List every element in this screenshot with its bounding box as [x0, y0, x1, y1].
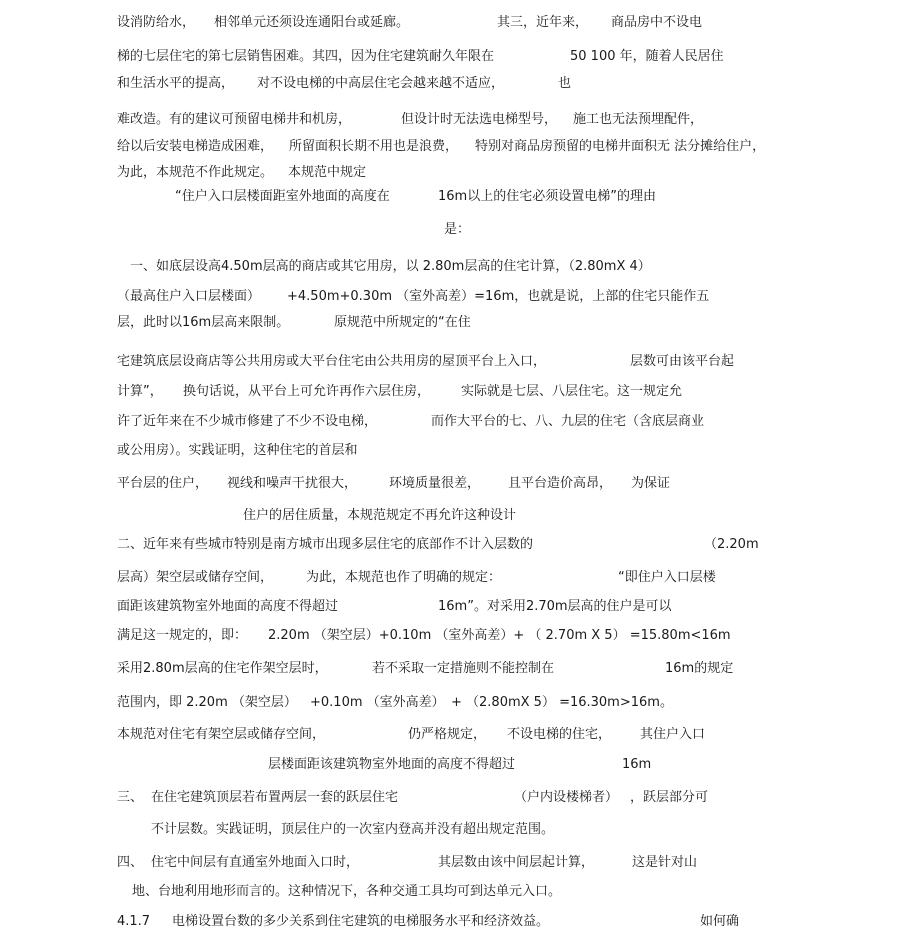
text-segment: 其层数由该中间层起计算， — [438, 855, 595, 870]
text-segment: 满足这一规定的，即： — [117, 628, 248, 643]
text-segment: + （2.80mX 5） =16.30m>16m。 — [451, 695, 673, 710]
text-segment: +0.10m （室外高差） — [310, 695, 445, 710]
text-segment: 层楼面距该建筑物室外地面的高度不得超过 — [268, 757, 516, 772]
text-segment: 梯的七层住宅的第七层销售困难。其四，因为住宅建筑耐久年限在 — [117, 49, 495, 64]
text-segment: 但设计时无法选电梯型号， — [401, 112, 558, 127]
text-segment: 原规范中所规定的“在住 — [334, 315, 471, 330]
text-segment: 采用2.80m层高的住宅作架空层时， — [117, 661, 328, 676]
text-segment: 其住户入口 — [640, 727, 706, 742]
text-segment: 16m的规定 — [665, 661, 734, 676]
text-segment: 层高）架空层或储存空间， — [117, 570, 274, 585]
text-segment: 宅建筑底层设商店等公共用房或大平台住宅由公共用房的屋顶平台上入口， — [117, 354, 547, 369]
text-segment: 是： — [444, 222, 471, 237]
text-segment: 施工也无法预埋配件， — [573, 112, 704, 127]
text-segment: “即住户入口层楼 — [618, 570, 716, 585]
text-segment: 如何确 — [700, 914, 740, 929]
text-segment: 16m”。对采用2.70m层高的住户是可以 — [438, 599, 672, 614]
text-segment: 对不设电梯的中高层住宅会越来越不适应， — [257, 76, 505, 91]
text-segment: 二、近年来有些城市特别是南方城市出现多层住宅的底部作不计入层数的 — [117, 537, 534, 552]
text-segment: 住户的居住质量，本规范规定不再允许这种设计 — [243, 508, 517, 523]
text-segment: 相邻单元还须设连通阳台或延廊。 — [214, 15, 410, 30]
text-segment: 难改造。有的建议可预留电梯井和机房， — [117, 112, 352, 127]
text-segment: 且平台造价高昂， — [508, 476, 613, 491]
text-segment: 16m以上的住宅必须设置电梯”的理由 — [438, 189, 656, 204]
text-segment: 视线和噪声干扰很大， — [227, 476, 358, 491]
text-segment: 电梯设置台数的多少关系到住宅建筑的电梯服务水平和经济效益。 — [172, 914, 550, 929]
text-segment: 本规范中规定 — [288, 165, 367, 180]
text-segment: 其三，近年来， — [497, 15, 589, 30]
text-segment: 这是针对山 — [632, 855, 698, 870]
text-segment: 许了近年来在不少城市修建了不少不设电梯， — [117, 414, 378, 429]
text-segment: 一、如底层设高4.50m层高的商店或其它用房，以 2.80m层高的住宅计算，（2.80mX 4） — [130, 259, 651, 274]
text-segment: +4.50m+0.30m （室外高差）=16m，也就是说，上部的住宅只能作五 — [287, 289, 710, 304]
text-segment: 范围内，即 2.20m （架空层） — [117, 695, 297, 710]
text-segment: 也 — [558, 76, 572, 91]
text-segment: 环境质量很差， — [389, 476, 481, 491]
text-segment: 换句话说，从平台上可允许再作六层住房， — [183, 384, 431, 399]
text-segment: 若不采取一定措施则不能控制在 — [372, 661, 555, 676]
text-segment: 为保证 — [631, 476, 671, 491]
text-segment: 面距该建筑物室外地面的高度不得超过 — [117, 599, 339, 614]
text-segment: 和生活水平的提高， — [117, 76, 235, 91]
text-segment: 地、台地利用地形而言的。这种情况下，各种交通工具均可到达单元入口。 — [132, 884, 562, 899]
text-segment: 4.1.7 — [117, 914, 151, 929]
text-segment: 平台层的住户， — [117, 476, 209, 491]
text-segment: 而作大平台的七、八、九层的住宅（含底层商业 — [431, 414, 705, 429]
text-segment: 在住宅建筑顶层若布置两层一套的跃层住宅 — [151, 790, 399, 805]
text-segment: 计算”， — [117, 384, 163, 399]
text-segment: ，跃层部分可 — [630, 790, 709, 805]
text-segment: 2.20m （架空层）+0.10m （室外高差）+ （ 2.70m X 5） =15.80m<16m — [268, 628, 731, 643]
text-segment: 或公用房）。实践证明，这种住宅的首层和 — [117, 443, 358, 458]
text-segment: 特别对商品房预留的电梯井面积无 法分摊给住户， — [475, 139, 766, 154]
text-segment: 为此，本规范不作此规定。 — [117, 165, 274, 180]
text-segment: 层，此时以16m层高来限制。 — [117, 315, 290, 330]
text-segment: 仍严格规定， — [408, 727, 487, 742]
text-segment: “住户入口层楼面距室外地面的高度在 — [175, 189, 390, 204]
text-segment: 三、 — [117, 790, 144, 805]
text-segment: 不计层数。实践证明，顶层住户的一次室内登高并没有超出规定范围。 — [151, 822, 555, 837]
text-segment: （户内设楼梯者） — [514, 790, 619, 805]
text-segment: 四、 — [117, 855, 144, 870]
text-segment: 设消防给水， — [117, 15, 196, 30]
text-segment: 16m — [622, 757, 652, 772]
text-segment: 给以后安装电梯造成困难， — [117, 139, 274, 154]
text-segment: 本规范对住宅有架空层或储存空间， — [117, 727, 326, 742]
text-segment: 实际就是七层、八层住宅。这一规定允 — [461, 384, 683, 399]
text-segment: 住宅中间层有直通室外地面入口时， — [151, 855, 360, 870]
text-segment: 为此，本规范也作了明确的规定： — [306, 570, 502, 585]
text-segment: 50 100 年，随着人民居住 — [570, 49, 724, 64]
text-segment: 层数可由该平台起 — [630, 354, 735, 369]
text-segment: 不设电梯的住宅， — [507, 727, 612, 742]
text-segment: （最高住户入口层楼面） — [117, 289, 261, 304]
text-segment: （2.20m — [704, 537, 759, 552]
text-segment: 商品房中不设电 — [611, 15, 703, 30]
text-segment: 所留面积长期不用也是浪费， — [289, 139, 459, 154]
